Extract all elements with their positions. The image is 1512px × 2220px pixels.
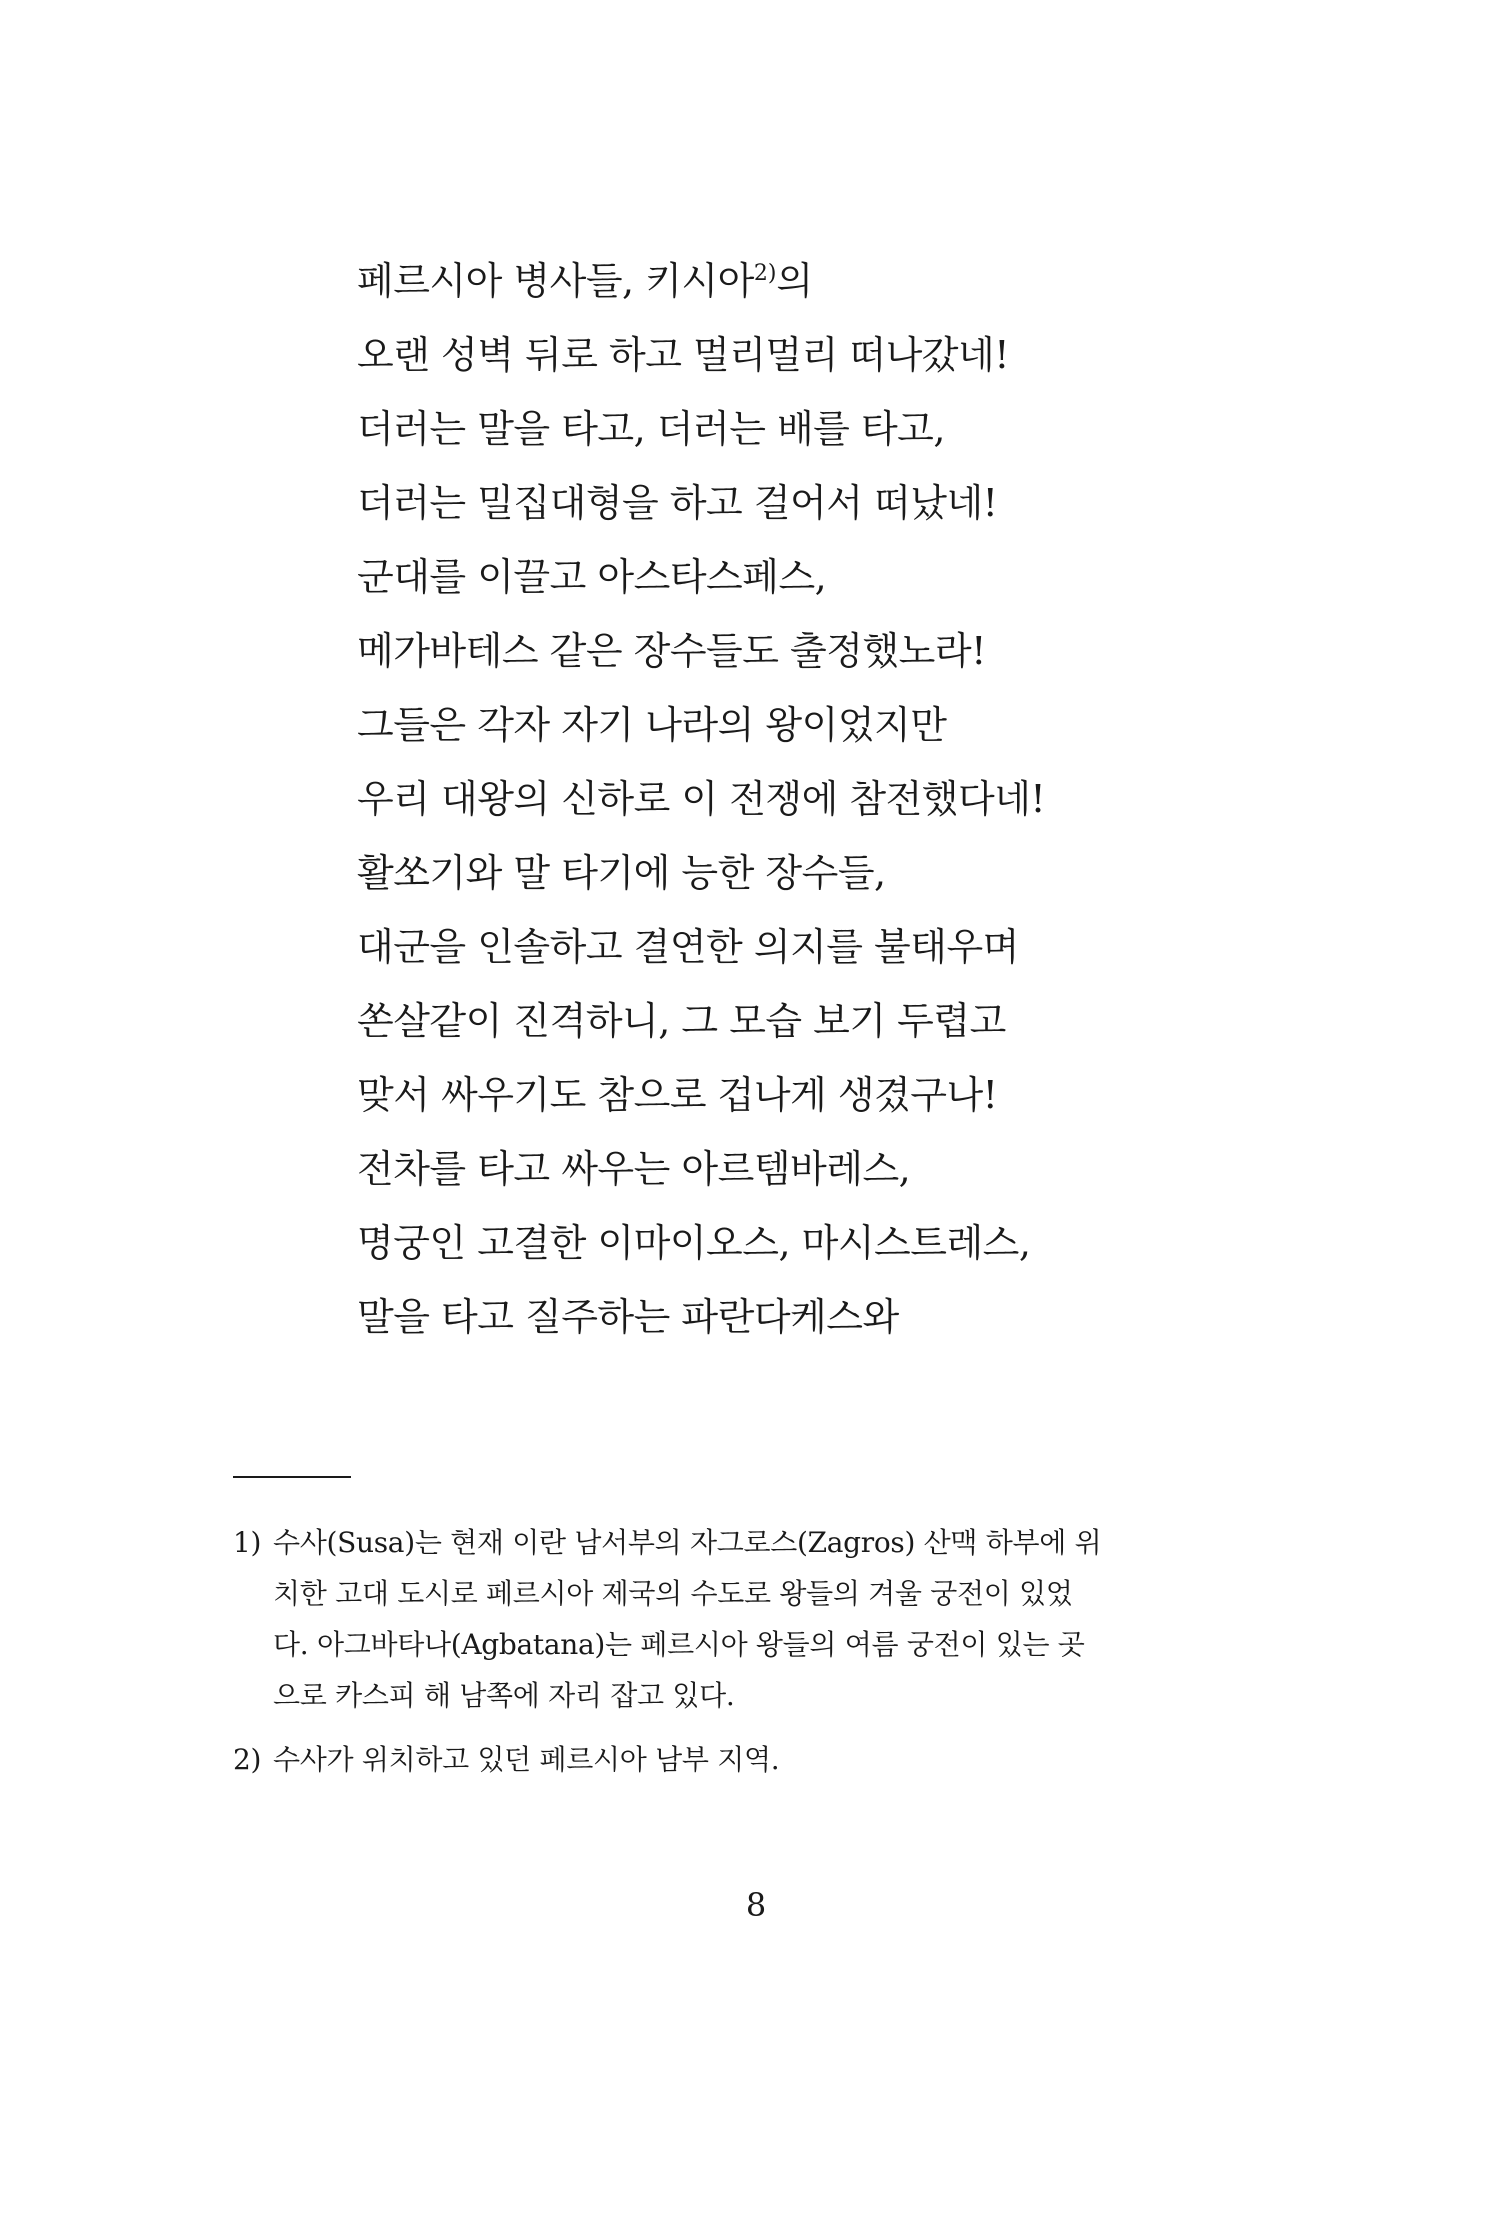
footnote-text-line: 수사가 위치하고 있던 페르시아 남부 지역. [273,1743,780,1776]
poem-line-text: 페르시아 병사들, 키시아 [357,259,754,303]
footnote-2 [233,1734,1283,1785]
footnote-text-line: 으로 카스피 해 남쪽에 자리 잡고 있다. [273,1679,735,1712]
poem-line: 오랜 성벽 뒤로 하고 멀리멀리 떠나갔네! [357,333,1009,377]
footnote-separator [233,1476,351,1478]
poem-line [357,244,1357,318]
poem-line: 메가바테스 같은 장수들도 출정했노라! [357,629,986,673]
poem-line: 명궁인 고결한 이마이오스, 마시스트레스, [357,1221,1031,1265]
poem-line: 더러는 말을 타고, 더러는 배를 타고, [357,407,945,451]
footnote-1 [233,1517,1283,1721]
footnote-number: 1) [233,1526,262,1559]
poem-verse [357,244,1357,1354]
footnote-number: 2) [233,1743,262,1776]
page-number: 8 [745,1886,767,1924]
footnote-text-line: 수사(Susa)는 현재 이란 남서부의 자그로스(Zagros) 산맥 하부에 위 [273,1526,1102,1559]
poem-line: 우리 대왕의 신하로 이 전쟁에 참전했다네! [357,777,1046,821]
footnote-reference: 2) [753,261,777,286]
poem-line: 쏜살같이 진격하니, 그 모습 보기 두렵고 [357,999,1006,1043]
poem-line: 군대를 이끌고 아스타스페스, [357,555,827,599]
footnote-text-line: 다. 아그바타나(Agbatana)는 페르시아 왕들의 여름 궁전이 있는 곳 [273,1628,1085,1661]
poem-line: 그들은 각자 자기 나라의 왕이었지만 [357,703,947,747]
poem-line: 맞서 싸우기도 참으로 겁나게 생겼구나! [357,1073,998,1117]
poem-line: 활쏘기와 말 타기에 능한 장수들, [357,851,886,895]
footnote-text-line: 치한 고대 도시로 페르시아 제국의 수도로 왕들의 겨울 궁전이 있었 [273,1577,1073,1610]
footnotes [233,1517,1283,1785]
poem-line: 전차를 타고 싸우는 아르템바레스, [357,1147,911,1191]
poem-line: 대군을 인솔하고 결연한 의지를 불태우며 [357,925,1019,969]
poem-line-text-continued: 의 [776,259,813,303]
poem-line: 말을 타고 질주하는 파란다케스와 [357,1295,899,1339]
poem-line: 더러는 밀집대형을 하고 걸어서 떠났네! [357,481,998,525]
